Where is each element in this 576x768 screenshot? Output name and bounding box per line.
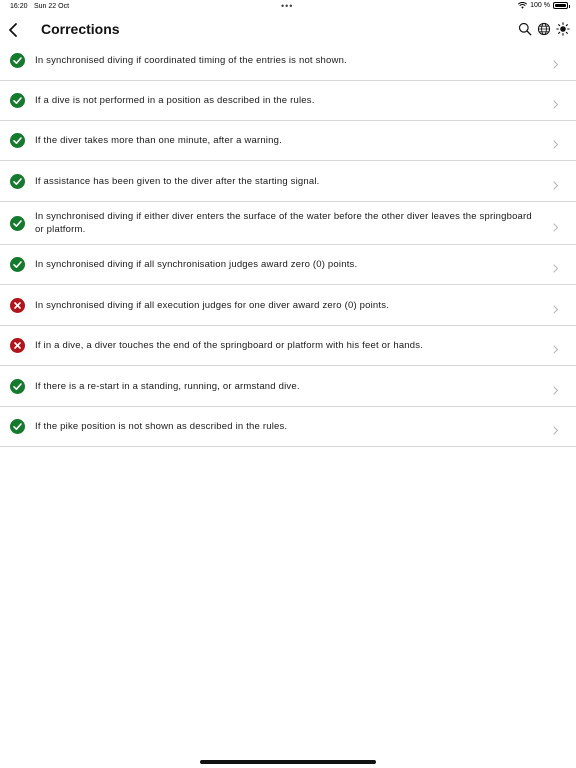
list-item[interactable] [0, 81, 576, 121]
chevron-right-icon [553, 96, 559, 105]
chevron-right-icon [553, 56, 559, 65]
checkmark-circle-icon [10, 257, 25, 272]
globe-icon[interactable] [537, 22, 551, 36]
multitasking-dots-icon[interactable]: ••• [281, 1, 294, 11]
back-chevron-icon[interactable] [6, 21, 22, 39]
chevron-right-icon [553, 260, 559, 269]
list-item[interactable] [0, 285, 576, 326]
brightness-icon[interactable] [556, 22, 570, 36]
chevron-right-icon [553, 301, 559, 310]
status-bar [0, 0, 576, 14]
list-item[interactable] [0, 41, 576, 81]
list-item-text: If a dive is not performed in a position as described in the rules. [35, 95, 315, 106]
page-title: Corrections [41, 21, 120, 37]
list-item-text: If there is a re-start in a standing, running, or armstand dive. [35, 380, 300, 392]
battery-icon [553, 2, 568, 9]
status-date: Sun 22 Oct [34, 3, 70, 10]
list-item[interactable] [0, 202, 576, 245]
checkmark-circle-icon [10, 379, 25, 394]
battery-percentage: 100 % [530, 2, 550, 9]
list-item[interactable] [0, 366, 576, 407]
checkmark-circle-icon [10, 216, 25, 231]
chevron-right-icon [553, 382, 559, 391]
list-item-text: In synchronised diving if all synchronisation judges award zero (0) points. [35, 259, 358, 270]
home-indicator[interactable] [200, 760, 376, 764]
list-item-text: In synchronised diving if coordinated timing of the entries is not shown. [35, 55, 347, 66]
list-item-text: If assistance has been given to the diver after the starting signal. [35, 175, 320, 187]
chevron-right-icon [553, 341, 559, 350]
status-time: 16:20 [10, 3, 28, 10]
list-item[interactable] [0, 121, 576, 161]
checkmark-circle-icon [10, 419, 25, 434]
checkmark-circle-icon [10, 133, 25, 148]
wifi-icon [518, 2, 527, 9]
chevron-right-icon [553, 422, 559, 431]
chevron-right-icon [553, 219, 559, 228]
checkmark-circle-icon [10, 93, 25, 108]
list-item-text: In synchronised diving if either diver enters the surface of the water before the other diver leaves the springboard or platform. [35, 211, 532, 235]
header-actions [518, 22, 570, 36]
list-item[interactable] [0, 326, 576, 366]
chevron-right-icon [553, 177, 559, 186]
x-circle-icon [10, 338, 25, 353]
list-item-text: If in a dive, a diver touches the end of the springboard or platform with his feet or hands. [35, 340, 424, 351]
list-item-text: If the diver takes more than one minute, after a warning. [35, 135, 282, 146]
list-item-text: If the pike position is not shown as described in the rules. [35, 421, 288, 432]
status-indicators [518, 2, 568, 9]
checkmark-circle-icon [10, 53, 25, 68]
list-item[interactable] [0, 245, 576, 285]
corrections-list [0, 41, 576, 447]
chevron-right-icon [553, 136, 559, 145]
x-circle-icon [10, 298, 25, 313]
list-item[interactable] [0, 161, 576, 202]
list-item[interactable] [0, 407, 576, 447]
search-icon[interactable] [518, 22, 532, 36]
list-item-text: In synchronised diving if all execution judges for one diver award zero (0) points. [35, 299, 390, 311]
checkmark-circle-icon [10, 174, 25, 189]
